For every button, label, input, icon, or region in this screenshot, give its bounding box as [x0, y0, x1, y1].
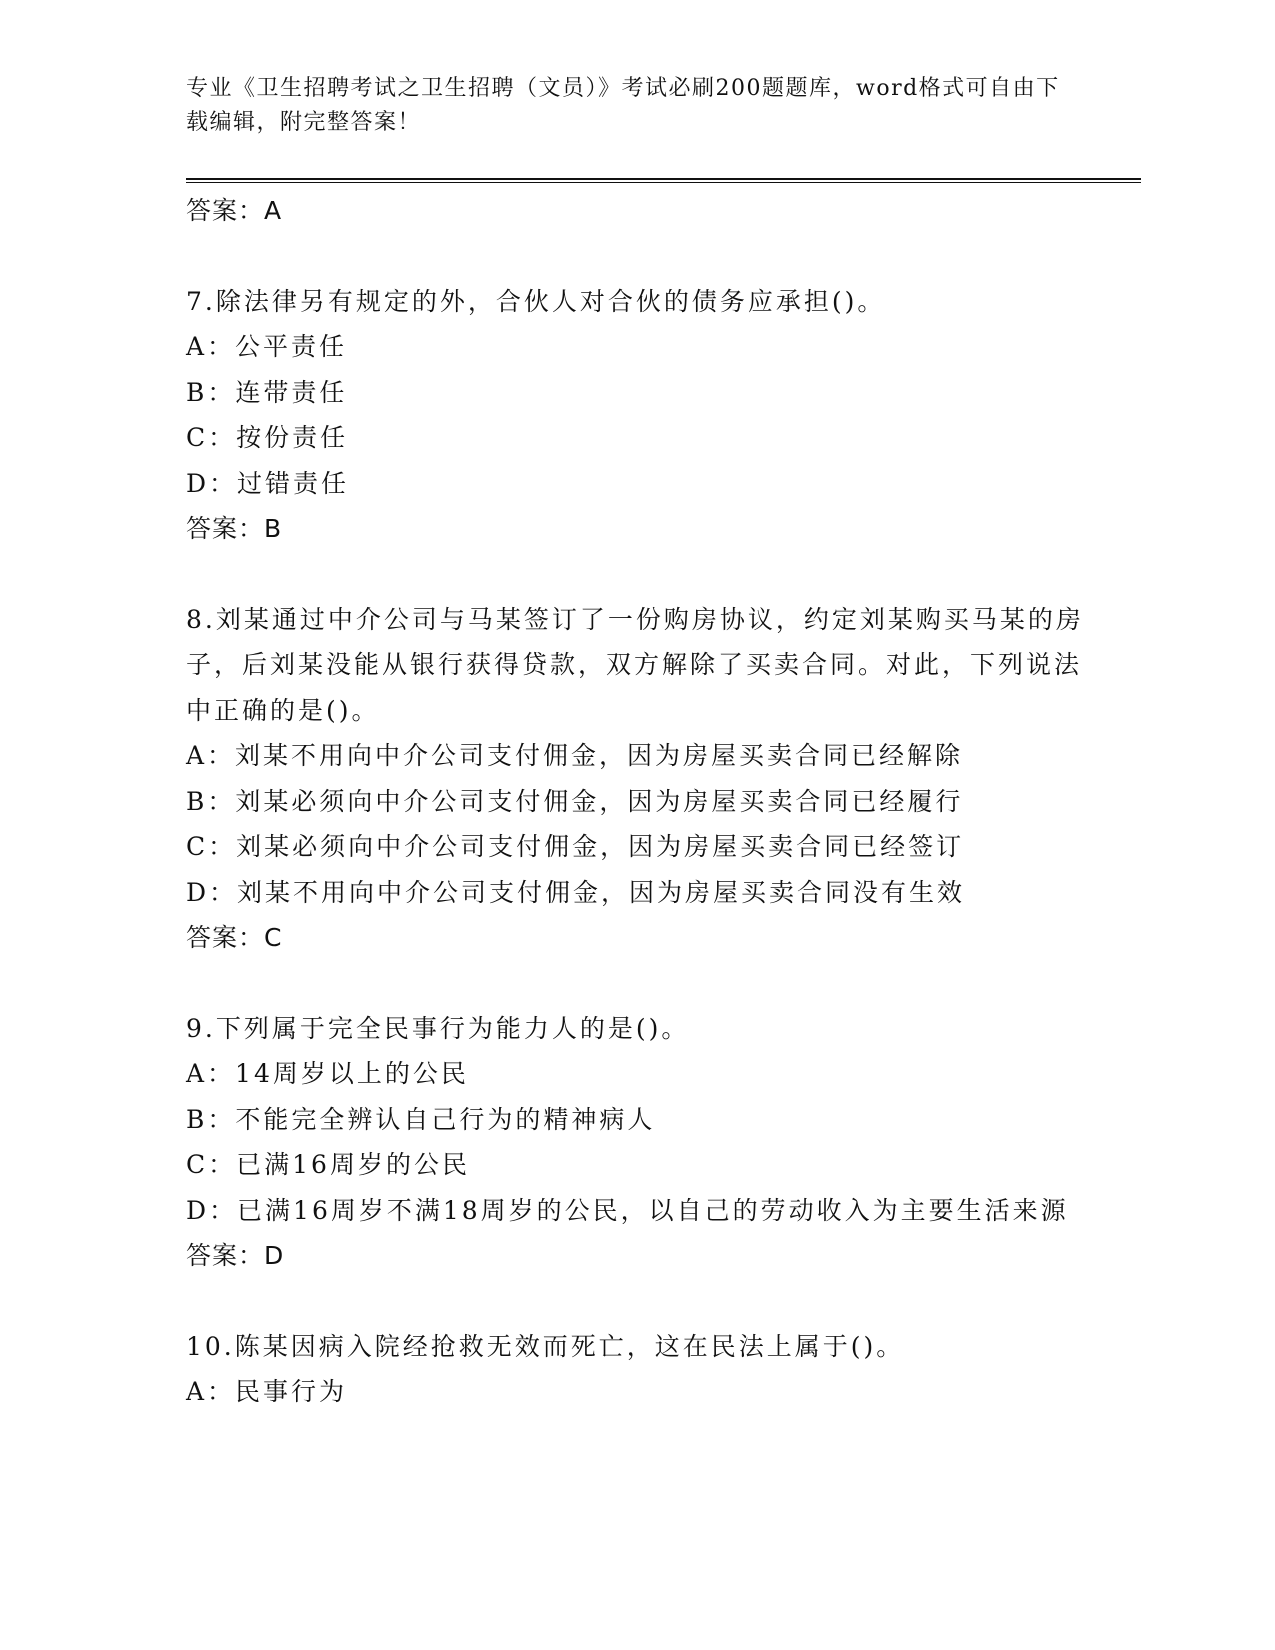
- header-divider-thick: [186, 178, 1141, 180]
- option-d: D：已满16周岁不满18周岁的公民，以自己的劳动收入为主要生活来源: [186, 1195, 1069, 1225]
- question-text: 9.下列属于完全民事行为能力人的是()。: [186, 1013, 690, 1043]
- option-a: A：刘某不用向中介公司支付佣金，因为房屋买卖合同已经解除: [186, 741, 964, 770]
- question-text: 7.除法律另有规定的外，合伙人对合伙的债务应承担()。: [186, 286, 886, 316]
- option-b: B：不能完全辨认自己行为的精神病人: [186, 1104, 656, 1134]
- header-divider-thin: [186, 182, 1141, 183]
- document-body: [186, 188, 1086, 1415]
- spacer: [186, 234, 1086, 279]
- document-header: [186, 72, 1066, 140]
- answer-line: 答案：C: [186, 923, 283, 952]
- question-text: 8.刘某通过中介公司与马某签订了一份购房协议，约定刘某购买马某的房子，后刘某没能从银行获得贷款，双方解除了买卖合同。对此，下列说法中正确的是()。: [186, 604, 1084, 725]
- option-c: C：刘某必须向中介公司支付佣金，因为房屋买卖合同已经签订: [186, 832, 965, 861]
- option-d: D：过错责任: [186, 468, 350, 498]
- option-a: A：公平责任: [186, 332, 348, 361]
- question-text: 10.陈某因病入院经抢救无效而死亡，这在民法上属于()。: [186, 1331, 905, 1361]
- option-d: D：刘某不用向中介公司支付佣金，因为房屋买卖合同没有生效: [186, 877, 966, 907]
- header-text: 专业《卫生招聘考试之卫生招聘（文员）》考试必刷200题题库，word格式可自由下载编辑，附完整答案！: [186, 76, 1060, 135]
- question-block: [186, 1006, 1086, 1279]
- option-a: A：民事行为: [186, 1377, 348, 1406]
- spacer: [186, 552, 1086, 597]
- option-a: A：14周岁以上的公民: [186, 1059, 469, 1088]
- answer-line: 答案：D: [186, 1241, 285, 1270]
- option-b: B：刘某必须向中介公司支付佣金，因为房屋买卖合同已经履行: [186, 786, 964, 816]
- question-block: [186, 279, 1086, 552]
- spacer: [186, 961, 1086, 1006]
- option-b: B：连带责任: [186, 377, 348, 407]
- question-block: [186, 597, 1086, 961]
- answer-line: 答案：B: [186, 514, 283, 543]
- answer-line: 答案：A: [186, 196, 283, 225]
- question-block: [186, 1324, 1086, 1415]
- spacer: [186, 1279, 1086, 1324]
- option-c: C：已满16周岁的公民: [186, 1150, 470, 1179]
- option-c: C：按份责任: [186, 423, 349, 452]
